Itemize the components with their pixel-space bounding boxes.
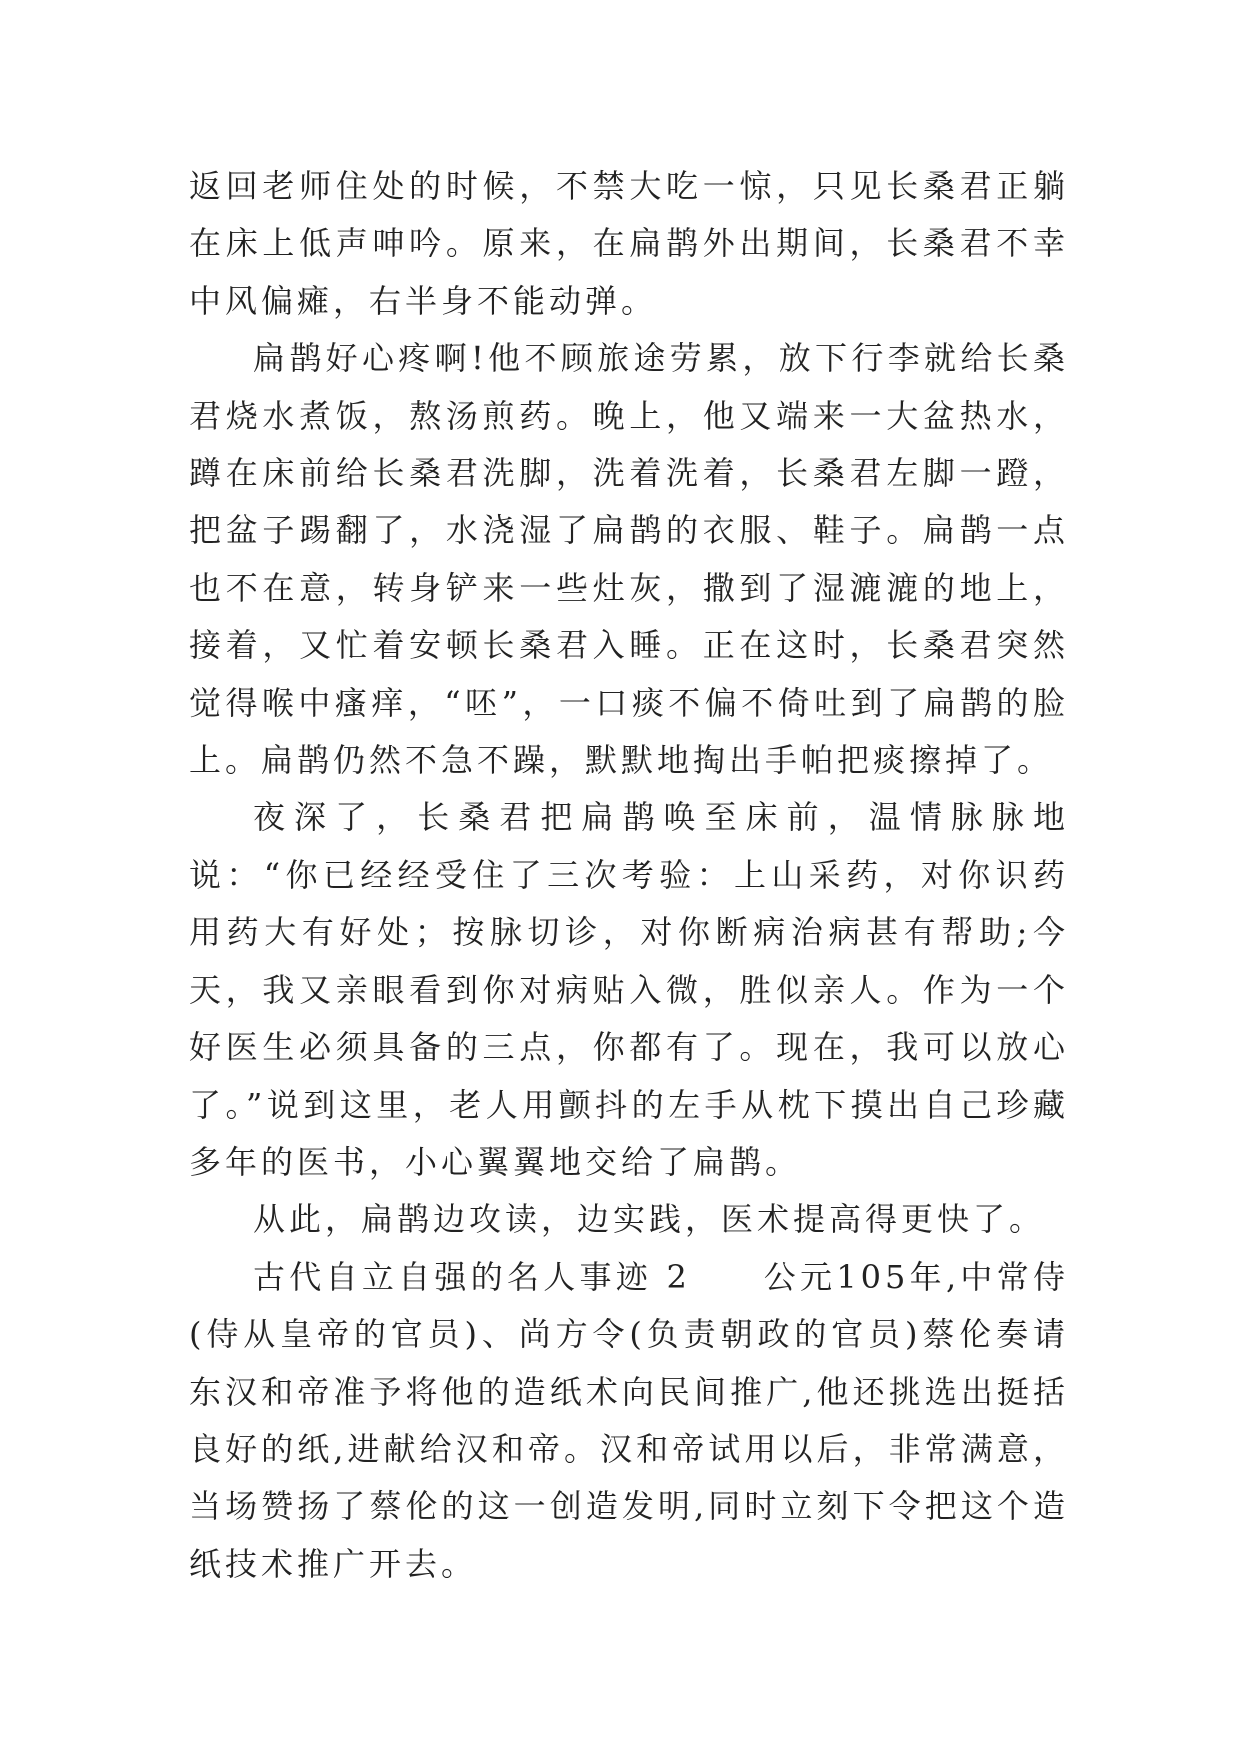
paragraph-2: 扁鹊好心疼啊!他不顾旅途劳累，放下行李就给长桑君烧水煮饭，熬汤煎药。晚上，他又端来一大盆热水，蹲在床前给长桑君洗脚，洗着洗着，长桑君左脚一蹬，把盆子踢翻了，水浇湿了扁鹊的衣服、鞋子。扁鹊一点也不在意，转身铲来一些灶灰，撒到了湿漉漉的地上，接着，又忙着安顿长桑君入睡。正在这时，长桑君突然觉得喉中瘙痒，“呸”，一口痰不偏不倚吐到了扁鹊的脸上。扁鹊仍然不急不躁，默默地掏出手帕把痰擦掉了。 bbox=[189, 339, 1069, 780]
document-body bbox=[189, 158, 1069, 1593]
paragraph-1: 返回老师住处的时候，不禁大吃一惊，只见长桑君正躺在床上低声呻吟。原来，在扁鹊外出期间，长桑君不幸中风偏瘫，右半身不能动弹。 bbox=[189, 167, 1069, 320]
paragraph-3: 夜深了，长桑君把扁鹊唤至床前，温情脉脉地说：“你已经经受住了三次考验：上山采药，对你识药用药大有好处；按脉切诊，对你断病治病甚有帮助;今天，我又亲眼看到你对病贴入微，胜似亲人。作为一个好医生必须具备的三点，你都有了。现在，我可以放心了。”说到这里，老人用颤抖的左手从枕下摸出自己珍藏多年的医书，小心翼翼地交给了扁鹊。 bbox=[189, 798, 1069, 1181]
paragraph-4: 从此，扁鹊边攻读，边实践，医术提高得更快了。 bbox=[253, 1200, 1046, 1239]
paragraph-5: 古代自立自强的名人事迹 2 公元105年,中常侍(侍从皇帝的官员)、尚方令(负责朝政的官员)蔡伦奏请东汉和帝准予将他的造纸术向民间推广,他还挑选出挺括良好的纸,进献给汉和帝。汉和帝试用以后，非常满意，当场赞扬了蔡伦的这一创造发明,同时立刻下令把这个造纸技术推广开去。 bbox=[189, 1257, 1069, 1583]
